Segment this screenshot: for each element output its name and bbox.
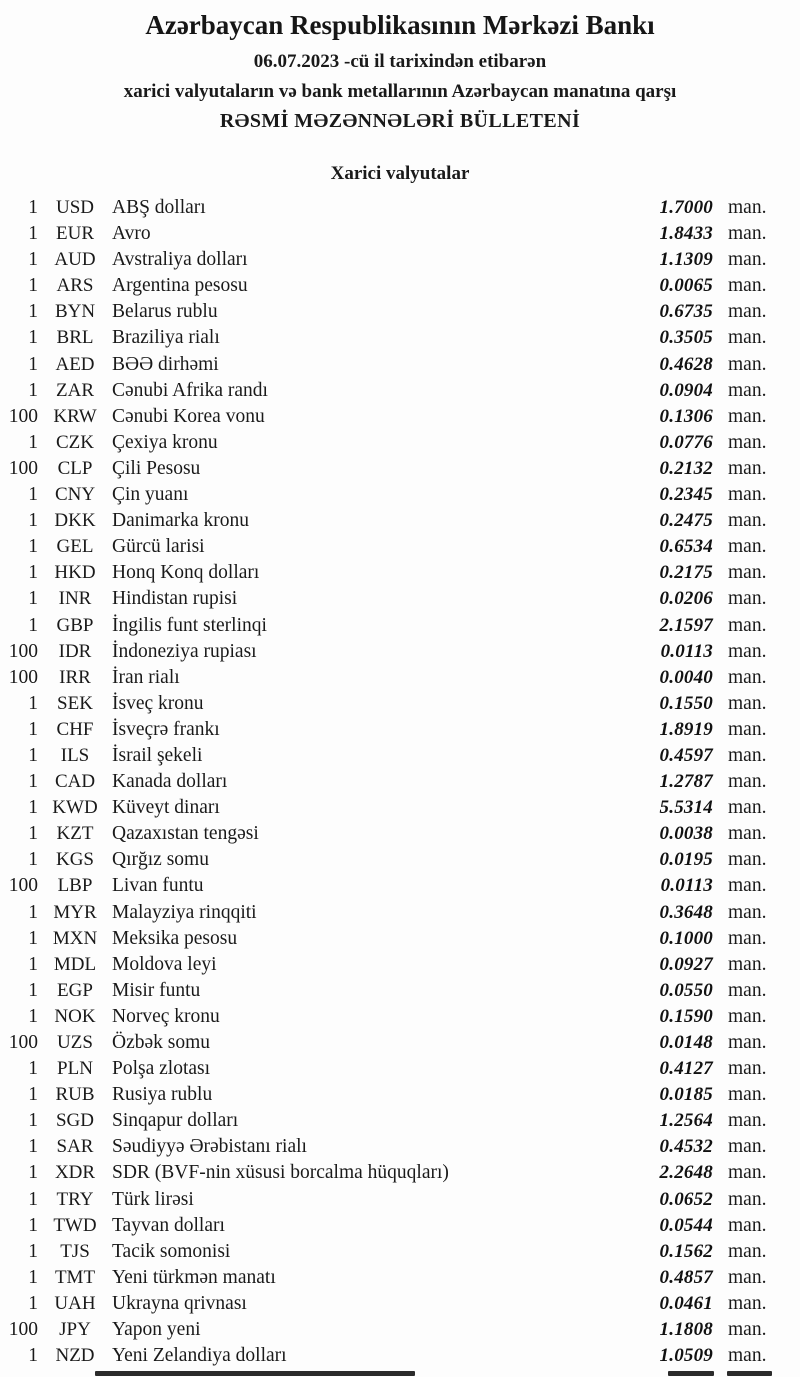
unit-label: man. — [728, 275, 767, 297]
rate-value: 0.1550 — [659, 692, 713, 714]
currency-name: BƏƏ dirhəmi — [112, 353, 219, 375]
rate-value: 0.2475 — [659, 510, 713, 532]
unit-label: man. — [728, 1084, 767, 1106]
currency-name: Danimarka kronu — [112, 510, 249, 532]
rate-value: 0.4628 — [659, 353, 713, 375]
currency-code: PLN — [57, 1058, 93, 1080]
rate-row — [0, 273, 800, 299]
rate-value: 0.1306 — [659, 405, 713, 427]
unit-label: man. — [728, 1240, 767, 1262]
currency-code: CLP — [57, 457, 93, 479]
currency-code: LBP — [57, 875, 93, 897]
currency-name: Kanada dolları — [112, 771, 228, 793]
rate-value: 0.0148 — [659, 1032, 713, 1053]
rate-row — [0, 1213, 800, 1239]
unit-label: man. — [728, 588, 767, 610]
quantity-value: 1 — [28, 901, 38, 923]
rate-row — [0, 1265, 800, 1291]
currency-code: CHF — [56, 718, 94, 740]
currency-code: KGS — [55, 849, 94, 871]
rate-value: 0.0113 — [660, 875, 713, 897]
currency-name: Qazaxıstan tengəsi — [112, 823, 259, 845]
unit-label: man. — [728, 353, 767, 375]
currency-code: DKK — [54, 510, 96, 532]
rate-row — [0, 195, 800, 221]
quantity-value: 1 — [28, 353, 38, 375]
rate-row — [0, 847, 800, 873]
unit-label: man. — [728, 1188, 767, 1210]
bank-title: Azərbaycan Respublikasının Mərkəzi Bankı — [145, 10, 655, 40]
currency-code: TJS — [60, 1240, 90, 1262]
quantity-value: 100 — [8, 666, 38, 688]
unit-label: man. — [728, 1058, 767, 1080]
quantity-value: 1 — [28, 1214, 38, 1236]
unit-label: man. — [728, 1319, 767, 1341]
rate-row — [0, 743, 800, 769]
rate-value: 0.3505 — [659, 327, 713, 349]
quantity-value: 100 — [8, 405, 38, 427]
rate-row — [0, 430, 800, 456]
currency-code: RUB — [55, 1084, 95, 1106]
currency-code: TMT — [54, 1266, 96, 1288]
currency-code: EGP — [57, 979, 93, 1001]
currency-code: CNY — [54, 484, 96, 506]
unit-label: man. — [728, 431, 767, 453]
rate-value: 0.0927 — [659, 953, 713, 975]
quantity-value: 100 — [8, 640, 38, 662]
quantity-value: 1 — [28, 301, 38, 323]
currency-code: TWD — [53, 1214, 97, 1236]
currency-code: INR — [58, 588, 92, 610]
currency-name: Meksika pesosu — [112, 927, 238, 949]
rate-row — [0, 665, 800, 691]
currency-name: Braziliya rialı — [112, 327, 220, 349]
currency-name: Tayvan dolları — [112, 1214, 225, 1236]
unit-label: man. — [728, 1162, 767, 1184]
effective-date-line: 06.07.2023 -cü il tarixindən etibarən — [253, 51, 547, 73]
currency-code: IDR — [58, 640, 92, 662]
currency-code: NZD — [55, 1345, 95, 1367]
rate-row — [0, 247, 800, 273]
rate-value: 0.1590 — [659, 1005, 713, 1027]
quantity-value: 1 — [28, 797, 38, 819]
currency-code: AUD — [54, 249, 96, 271]
unit-label: man. — [728, 1136, 767, 1158]
currency-name: İsveç kronu — [112, 692, 204, 714]
currency-name: Livan funtu — [112, 875, 204, 897]
unit-label: man. — [728, 927, 767, 949]
rate-value: 1.8919 — [659, 718, 713, 740]
quantity-value: 1 — [28, 1136, 38, 1158]
unit-label: man. — [728, 1214, 767, 1236]
rate-row — [0, 1187, 800, 1213]
section-title-foreign-currencies: Xarici valyutalar — [330, 163, 470, 184]
currency-code: MYR — [53, 901, 97, 923]
currency-name: Hindistan rupisi — [112, 588, 238, 610]
quantity-value: 1 — [28, 1266, 38, 1288]
currency-code: TRY — [56, 1188, 94, 1210]
currency-name: Avstraliya dolları — [112, 249, 248, 271]
rate-value: 0.1000 — [659, 927, 713, 949]
currency-name: Misir funtu — [112, 979, 201, 1001]
currency-code: JPY — [59, 1319, 91, 1341]
unit-label: man. — [728, 223, 767, 245]
quantity-value: 1 — [28, 379, 38, 401]
unit-label: man. — [728, 849, 767, 871]
currency-name: Cənubi Afrika randı — [112, 379, 268, 401]
currency-code: ILS — [60, 744, 90, 766]
unit-label: man. — [728, 692, 767, 714]
quantity-value: 1 — [28, 249, 38, 271]
rate-value: 1.2787 — [659, 771, 713, 793]
clipped-next-row — [0, 1371, 800, 1377]
rate-value: 2.1597 — [659, 614, 713, 636]
currency-name: Honq Konq dolları — [112, 562, 260, 584]
currency-code: MDL — [53, 953, 97, 975]
currency-name: Türk lirəsi — [112, 1188, 194, 1210]
currency-code: ARS — [56, 275, 94, 297]
currency-name: Çin yuanı — [112, 484, 189, 506]
quantity-value: 1 — [28, 197, 38, 218]
rate-value: 0.0038 — [659, 823, 713, 845]
currency-code: IRR — [59, 666, 91, 688]
unit-label: man. — [728, 1110, 767, 1132]
unit-label: man. — [728, 953, 767, 975]
currency-name: Sinqapur dolları — [112, 1110, 239, 1132]
rate-value: 0.0065 — [659, 275, 713, 297]
currency-name: Özbək somu — [112, 1032, 211, 1053]
unit-label: man. — [728, 797, 767, 819]
rate-row — [0, 795, 800, 821]
rate-row — [0, 821, 800, 847]
rate-row — [0, 221, 800, 247]
rate-row — [0, 325, 800, 351]
rate-value: 1.1309 — [659, 249, 713, 271]
quantity-value: 1 — [28, 223, 38, 245]
subject-line: xarici valyutaların və bank metallarının Azərbaycan manatına qarşı — [123, 81, 677, 103]
currency-code: HKD — [54, 562, 96, 584]
unit-label: man. — [728, 379, 767, 401]
quantity-value: 1 — [28, 1005, 38, 1027]
quantity-value: 1 — [28, 614, 38, 636]
rate-value: 1.8433 — [659, 223, 713, 245]
rate-value: 0.0461 — [659, 1292, 713, 1314]
currency-name: Yapon yeni — [112, 1319, 201, 1341]
currency-name: Cənubi Korea vonu — [112, 405, 265, 427]
quantity-value: 100 — [8, 875, 38, 897]
rate-value: 2.2648 — [659, 1162, 713, 1184]
quantity-value: 1 — [28, 1345, 38, 1367]
rate-row — [0, 508, 800, 534]
currency-code: AED — [55, 353, 95, 375]
quantity-value: 1 — [28, 275, 38, 297]
rate-row — [0, 352, 800, 378]
quantity-value: 100 — [8, 1319, 38, 1341]
rate-row — [0, 378, 800, 404]
unit-label: man. — [728, 666, 767, 688]
unit-label: man. — [728, 771, 767, 793]
rate-row — [0, 1082, 800, 1108]
rate-value: 0.0185 — [659, 1084, 713, 1106]
currency-name: Çili Pesosu — [112, 457, 201, 479]
unit-label: man. — [728, 744, 767, 766]
unit-label: man. — [728, 457, 767, 479]
quantity-value: 1 — [28, 771, 38, 793]
rate-row — [0, 1160, 800, 1186]
currency-name: İndoneziya rupiası — [112, 640, 257, 662]
rate-value: 0.2132 — [659, 457, 713, 479]
currency-code: CZK — [56, 431, 94, 453]
quantity-value: 1 — [28, 1292, 38, 1314]
rate-value: 1.0509 — [659, 1345, 713, 1367]
rate-value: 0.0040 — [659, 666, 713, 688]
unit-label: man. — [728, 405, 767, 427]
rate-value: 0.0550 — [659, 979, 713, 1001]
unit-label: man. — [728, 1345, 767, 1367]
rate-row — [0, 952, 800, 978]
unit-label: man. — [728, 614, 767, 636]
rate-row — [0, 900, 800, 926]
rate-value: 0.0652 — [659, 1188, 713, 1210]
rate-value: 0.6534 — [659, 536, 713, 558]
currency-name: Çexiya kronu — [112, 431, 218, 453]
currency-code: KWD — [52, 797, 98, 819]
currency-code: KZT — [56, 823, 94, 845]
rate-row — [0, 691, 800, 717]
rate-value: 0.2345 — [659, 484, 713, 506]
quantity-value: 1 — [28, 1110, 38, 1132]
quantity-value: 100 — [8, 1032, 38, 1053]
unit-label: man. — [728, 1032, 767, 1053]
currency-name: ABŞ dolları — [112, 197, 206, 218]
unit-label: man. — [728, 327, 767, 349]
unit-label: man. — [728, 1292, 767, 1314]
rate-row — [0, 1004, 800, 1030]
rate-row — [0, 482, 800, 508]
currency-code: SGD — [55, 1110, 94, 1132]
quantity-value: 1 — [28, 1188, 38, 1210]
currency-code: CAD — [54, 771, 96, 793]
rate-row — [0, 926, 800, 952]
currency-name: Norveç kronu — [112, 1005, 220, 1027]
rate-row — [0, 456, 800, 482]
rate-row — [0, 1343, 800, 1369]
unit-label: man. — [728, 197, 767, 218]
rate-value: 0.0776 — [659, 431, 713, 453]
rate-row — [0, 1056, 800, 1082]
currency-name: İran rialı — [112, 666, 180, 688]
rate-value: 0.3648 — [659, 901, 713, 923]
currency-code: UZS — [57, 1032, 93, 1053]
rate-row — [0, 560, 800, 586]
currency-code: EUR — [56, 223, 94, 245]
quantity-value: 1 — [28, 979, 38, 1001]
rate-row — [0, 769, 800, 795]
unit-label: man. — [728, 640, 767, 662]
unit-label: man. — [728, 875, 767, 897]
currency-code: XDR — [54, 1162, 96, 1184]
quantity-value: 1 — [28, 536, 38, 558]
rate-row — [0, 586, 800, 612]
currency-name: SDR (BVF-nin xüsusi borcalma hüquqları) — [112, 1162, 449, 1184]
quantity-value: 1 — [28, 327, 38, 349]
rate-row — [0, 1108, 800, 1134]
currency-code: GEL — [56, 536, 94, 558]
clipped-text-fragment — [668, 1371, 714, 1376]
quantity-value: 1 — [28, 953, 38, 975]
quantity-value: 1 — [28, 823, 38, 845]
rate-value: 0.4597 — [659, 744, 713, 766]
quantity-value: 1 — [28, 1084, 38, 1106]
quantity-value: 1 — [28, 562, 38, 584]
currency-code: BYN — [54, 301, 96, 323]
bulletin-header — [0, 0, 800, 133]
rate-row — [0, 534, 800, 560]
currency-name: Səudiyyə Ərəbistanı rialı — [112, 1136, 307, 1158]
quantity-value: 1 — [28, 431, 38, 453]
rate-row — [0, 639, 800, 665]
unit-label: man. — [728, 1266, 767, 1288]
currency-name: İngilis funt sterlinqi — [112, 614, 267, 636]
currency-code: ZAR — [56, 379, 94, 401]
rate-row — [0, 873, 800, 899]
currency-name: Qırğız somu — [112, 849, 209, 871]
currency-code: SAR — [56, 1136, 94, 1158]
clipped-text-fragment — [727, 1371, 772, 1376]
rate-value: 0.2175 — [659, 562, 713, 584]
quantity-value: 1 — [28, 484, 38, 506]
rate-value: 1.1808 — [659, 1319, 713, 1341]
clipped-text-fragment — [95, 1371, 415, 1376]
quantity-value: 1 — [28, 744, 38, 766]
currency-code: UAH — [54, 1292, 96, 1314]
currency-code: USD — [55, 197, 94, 218]
rate-value: 1.2564 — [659, 1110, 713, 1132]
rate-value: 0.0113 — [660, 640, 713, 662]
quantity-value: 100 — [8, 457, 38, 479]
unit-label: man. — [728, 718, 767, 740]
rate-row — [0, 1317, 800, 1343]
currency-name: Moldova leyi — [112, 953, 217, 975]
rate-row — [0, 404, 800, 430]
rate-value: 0.0904 — [659, 379, 713, 401]
currency-name: Polşa zlotası — [112, 1058, 211, 1080]
currency-code: GBP — [56, 614, 94, 636]
rates-table — [0, 195, 800, 1369]
quantity-value: 1 — [28, 1058, 38, 1080]
currency-name: Yeni türkmən manatı — [112, 1266, 276, 1288]
rate-row — [0, 978, 800, 1004]
currency-name: Avro — [112, 223, 151, 245]
rate-value: 0.0206 — [659, 588, 713, 610]
currency-code: KRW — [53, 405, 97, 427]
unit-label: man. — [728, 249, 767, 271]
quantity-value: 1 — [28, 1162, 38, 1184]
rate-value: 0.4127 — [659, 1058, 713, 1080]
rate-value: 0.6735 — [659, 301, 713, 323]
rate-value: 1.7000 — [659, 197, 713, 218]
rate-row — [0, 1239, 800, 1265]
currency-name: Yeni Zelandiya dolları — [112, 1345, 287, 1367]
rate-value: 0.4857 — [659, 1266, 713, 1288]
unit-label: man. — [728, 901, 767, 923]
quantity-value: 1 — [28, 1240, 38, 1262]
currency-code: NOK — [54, 1005, 96, 1027]
quantity-value: 1 — [28, 692, 38, 714]
unit-label: man. — [728, 562, 767, 584]
quantity-value: 1 — [28, 588, 38, 610]
currency-name: Rusiya rublu — [112, 1084, 213, 1106]
rate-value: 0.0195 — [659, 849, 713, 871]
currency-name: Küveyt dinarı — [112, 797, 220, 819]
quantity-value: 1 — [28, 510, 38, 532]
rate-value: 0.1562 — [659, 1240, 713, 1262]
rate-value: 0.0544 — [659, 1214, 713, 1236]
currency-name: Tacik somonisi — [112, 1240, 231, 1262]
currency-name: Ukrayna qrivnası — [112, 1292, 247, 1314]
currency-code: MXN — [52, 927, 98, 949]
rate-row — [0, 717, 800, 743]
quantity-value: 1 — [28, 927, 38, 949]
rate-value: 0.4532 — [659, 1136, 713, 1158]
rate-row — [0, 299, 800, 325]
currency-code: BRL — [56, 327, 94, 349]
rate-row — [0, 1291, 800, 1317]
quantity-value: 1 — [28, 718, 38, 740]
currency-name: İsveçrə frankı — [112, 718, 220, 740]
currency-name: Belarus rublu — [112, 301, 218, 323]
unit-label: man. — [728, 979, 767, 1001]
currency-name: Argentina pesosu — [112, 275, 248, 297]
quantity-value: 1 — [28, 849, 38, 871]
rate-row — [0, 1134, 800, 1160]
currency-code: SEK — [57, 692, 93, 714]
unit-label: man. — [728, 1005, 767, 1027]
currency-name: Malayziya rinqqiti — [112, 901, 257, 923]
unit-label: man. — [728, 536, 767, 558]
unit-label: man. — [728, 301, 767, 323]
unit-label: man. — [728, 484, 767, 506]
bulletin-title: RƏSMİ MƏZƏNNƏLƏRİ BÜLLETENİ — [219, 110, 581, 133]
rate-row — [0, 613, 800, 639]
rate-row — [0, 1030, 800, 1056]
currency-name: Gürcü larisi — [112, 536, 205, 558]
currency-name: İsrail şekeli — [112, 744, 203, 766]
unit-label: man. — [728, 823, 767, 845]
rate-value: 5.5314 — [659, 797, 713, 819]
unit-label: man. — [728, 510, 767, 532]
